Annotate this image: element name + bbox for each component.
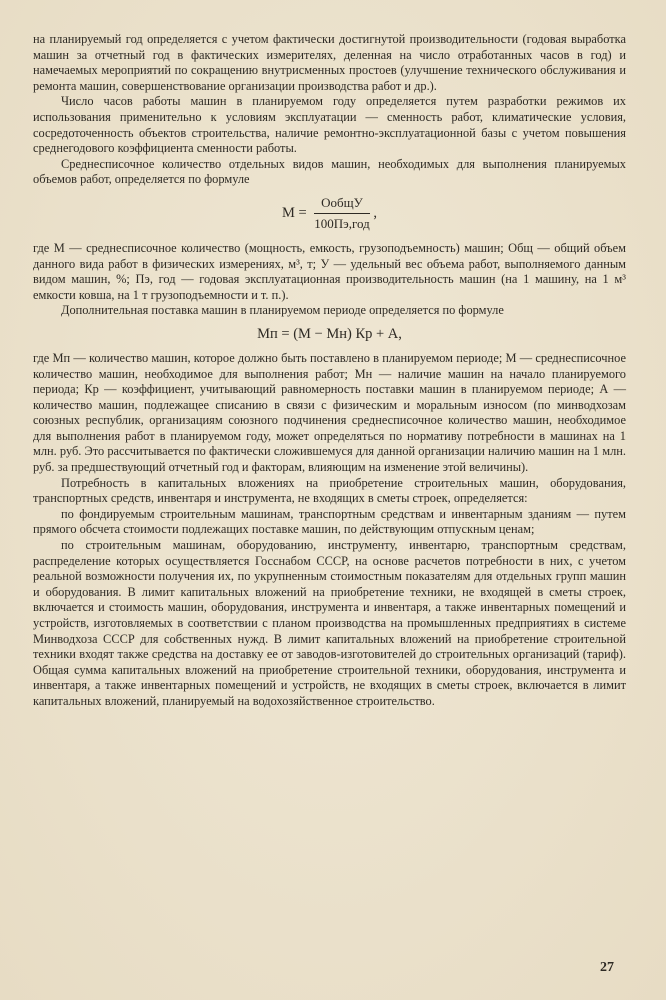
paragraph-9: по строительным машинам, оборудованию, инструменту, инвентарю, транспортным средствам, распределение которых осуществляется Госснабом СССР, на основе расчетов потребности в них, с учетом реальной возможности получения их, по укрупненным стоимостным показателям для отдельных групп машин и оборудования. В лимит капитальных вложений на приобретение техники, не входящей в сметы строек, включается и стоимость машин, оборудования, инструмента и инвентаря, а также инвентарных помещений и устройств, изготовляемых в соответствии с планом производства на промышленных предприятиях в системе Минводхоза СССР для собственных нужд. В лимит капитальных вложений на приобретение строительной техники входят также средства на доставку ее от заводов-изготовителей до строительных организаций (тариф). Общая сумма капитальных вложений на приобретение строительной техники, оборудования, инструмента и инвентаря, а также инвентарных помещений и устройств, не входящих в сметы строек, включается в лимит капитальных вложений, планируемый на водохозяйственное строительство. [33, 538, 626, 708]
formula-fraction [314, 194, 369, 233]
formula2-text: Мп = (М − Мн) Кр + А, [257, 325, 402, 342]
paragraph-6: где Мп — количество машин, которое должно быть поставлено в планируемом периоде; М — среднесписочное количество машин, необходимое для выполнения работ; Мн — наличие машин на начало планируемого периода; Кр — коэффициент, учитывающий равномерность поставки машин в планируемом периоде; А — количество машин, подлежащее списанию в связи с физическим и моральным износом (по минводхозам союзных республик, организациям союзного подчинения среднесписочное количество машин, необходимое для выполнения работ в планируемом году, может определяться по нормативу потребности в машинах на 1 млн. руб. Это рассчитывается по фактически сложившемуся для данной организации наличию машин на 1 млн. руб. за предшествующий отчетный год и факторам, влияющим на изменение этой величины). [33, 350, 626, 475]
formula-numerator: ОобщУ [314, 194, 369, 214]
page-number: 27 [600, 960, 614, 975]
formula-lhs: М = [281, 204, 307, 221]
paragraph-1: на планируемый год определяется с учетом фактически достигнутой производительности (годовая выработка машин за отчетный год в фактических измерителях, деленная на число отработанных часов в год) и намечаемых мероприятий по сокращению внутрисменных простоев (улучшение технического обслуживания и ремонта машин, совершенствование организации производства работ и др.). [33, 32, 626, 93]
paragraph-7: Потребность в капитальных вложениях на приобретение строительных машин, оборудования, транспортных средств, инвентаря и инструмента, не входящих в сметы строек, определяется: [33, 475, 626, 506]
paragraph-4: где М — среднесписочное количество (мощность, емкость, грузоподъемность) машин; Общ — общий объем данного вида работ в физических измерениях, м³, т; У — удельный вес объема работ, выполняемого данным видом машин, %; Пэ, год — годовая эксплуатационная производительность машин (на 1 машину, на 1 м³ емкости ковша, на 1 т грузоподъемности и т. п.). [33, 240, 626, 302]
formula-trail: , [373, 204, 378, 221]
formula-additional-supply [33, 325, 626, 343]
formula-machines-count [33, 194, 626, 233]
formula-denominator: 100Пэ,год [314, 215, 370, 231]
paragraph-3: Среднесписочное количество отдельных видов машин, необходимых для выполнения планируемых объемов работ, определяется по формуле [33, 156, 626, 187]
paragraph-8: по фондируемым строительным машинам, транспортным средствам и инвентарным зданиям — путем прямого обсчета стоимости подлежащих поставке машин, по действующим отпускным ценам; [33, 506, 626, 537]
paragraph-5: Дополнительная поставка машин в планируемом периоде определяется по формуле [61, 303, 504, 318]
paragraph-2: Число часов работы машин в планируемом году определяется путем разработки режимов их использования применительно к условиям эксплуатации — сменность работ, климатические условия, сосредоточенность объектов строительства, наличие ремонтно-эксплуатационной базы с учетом повышения среднегодового коэффициента сменности работы. [33, 94, 626, 156]
